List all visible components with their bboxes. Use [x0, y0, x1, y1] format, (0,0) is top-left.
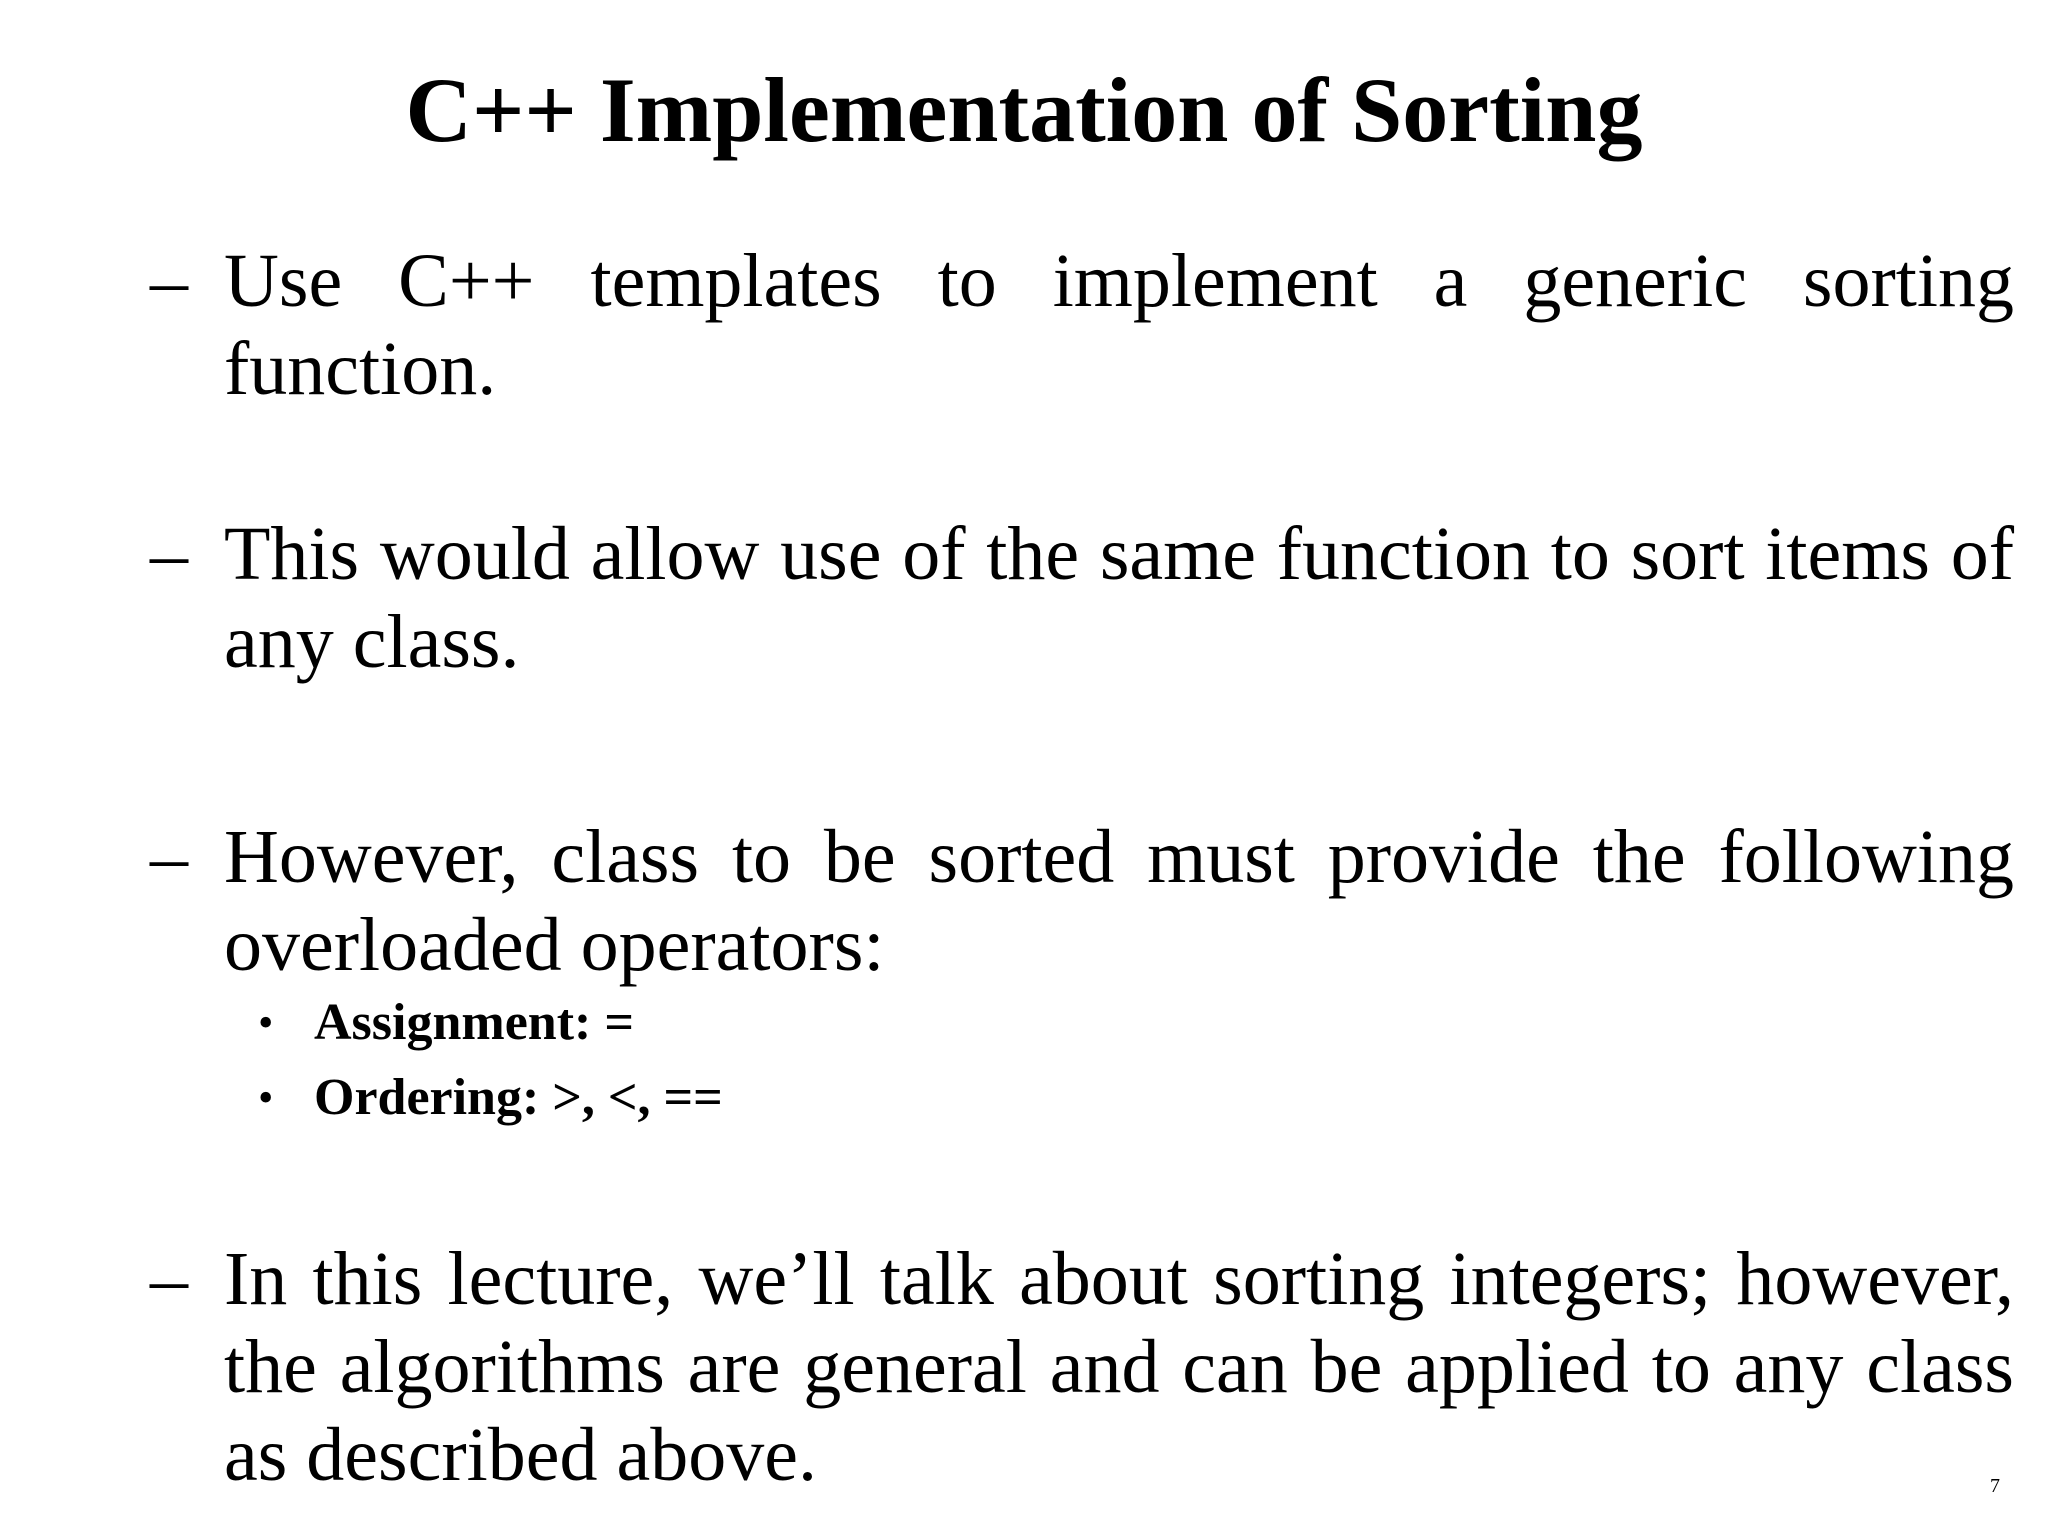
sub-bullet-item [258, 1068, 723, 1128]
bullet-text: Use C++ templates to implement a generic sorting function. [224, 239, 2014, 411]
bullet-item [150, 237, 2020, 413]
bullet-dash: – [150, 512, 188, 596]
bullet-item [150, 510, 2020, 686]
slide-title: C++ Implementation of Sorting [405, 59, 1643, 161]
bullet-dash: – [150, 239, 188, 323]
bullet-item [150, 1235, 2020, 1499]
bullet-dash: – [150, 1237, 188, 1321]
sub-bullet-text: Ordering: >, <, == [314, 1069, 723, 1126]
page-number: 7 [1990, 1475, 2000, 1497]
bullet-text: This would allow use of the same function to sort items of any class. [224, 512, 2014, 684]
bullet-text: However, class to be sorted must provide the following overloaded operators: [224, 815, 2014, 987]
bullet-item [150, 813, 2020, 989]
sub-bullet-text: Assignment: = [314, 994, 634, 1051]
bullet-text: In this lecture, we’ll talk about sorting integers; however, the algorithms are general and can be applied to any class as described above. [224, 1237, 2014, 1497]
sub-bullet-dot: • [258, 998, 274, 1047]
sub-bullet-item [258, 993, 634, 1053]
bullet-dash: – [150, 815, 188, 899]
sub-bullet-dot: • [258, 1073, 274, 1122]
